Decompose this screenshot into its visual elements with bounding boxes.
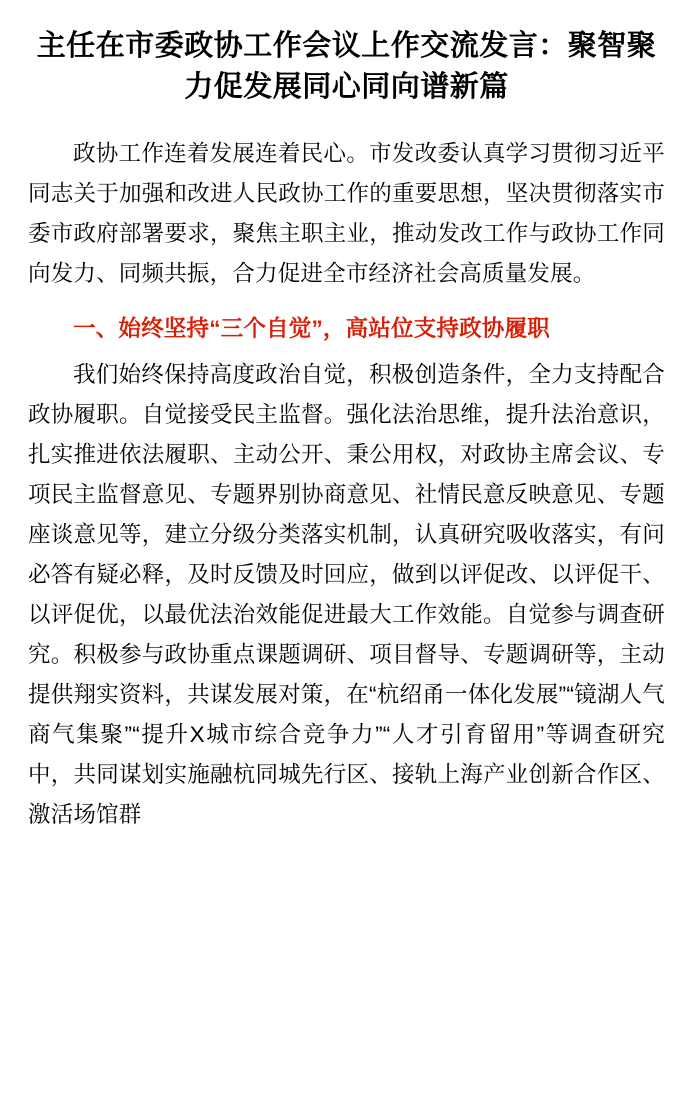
paragraph-intro: 政协工作连着发展连着民心。市发改委认真学习贯彻习近平同志关于加强和改进人民政协工作的重要思想，坚决贯彻落实市委市政府部署要求，聚焦主职主业，推动发改工作与政协工作同向发力、同频共振，合力促进全市经济社会高质量发展。 <box>28 141 665 287</box>
page-title: 主任在市委政协工作会议上作交流发言：聚智聚力促发展同心同向谱新篇 <box>36 30 657 104</box>
paragraph-section-one-body: 我们始终保持高度政治自觉，积极创造条件，全力支持配合政协履职。自觉接受民主监督。强化法治思维，提升法治意识，扎实推进依法履职、主动公开、秉公用权，对政协主席会议、专项民主监督意见、专题界别协商意见、社情民意反映意见、专题座谈意见等，建立分级分类落实机制，认真研究吸收落实，有问必答有疑必释，及时反馈及时回应，做到以评促改、以评促干、以评促优，以最优法治效能促进最大工作效能。自觉参与调查研究。积极参与政协重点课题调研、项目督导、专题调研等，主动提供翔实资料，共谋发展对策，在“杭绍甬一体化发展”“镜湖人气商气集聚”“提升X城市综合竞争力”“人才引育留用”等调查研究中，共同谋划实施融杭同城先行区、接轨上海产业创新合作区、激活场馆群 <box>28 361 665 828</box>
section-heading-one: 一、始终坚持“三个自觉”，高站位支持政协履职 <box>73 315 550 341</box>
